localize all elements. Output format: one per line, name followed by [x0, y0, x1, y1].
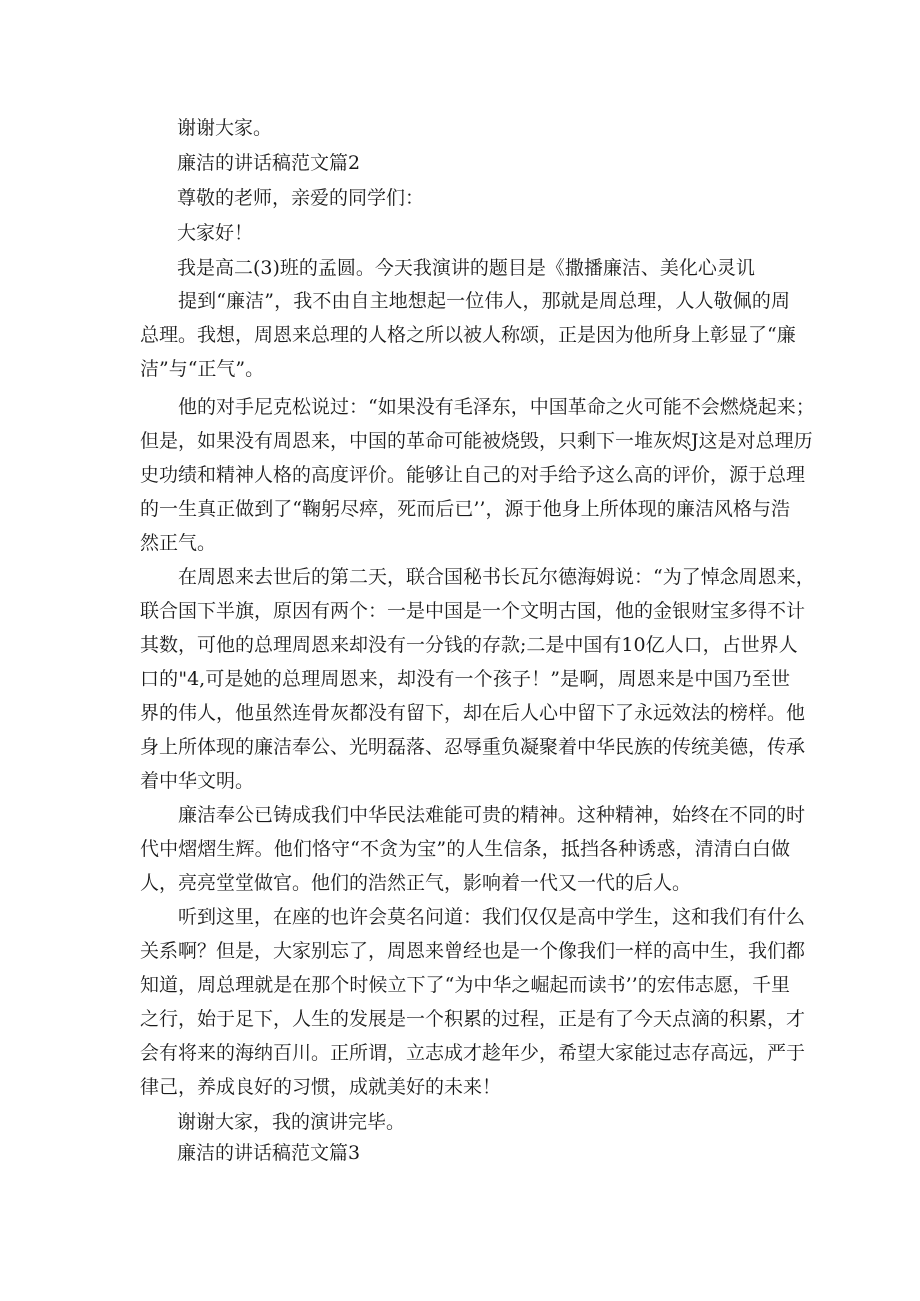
paragraph-line: 身上所体现的廉洁奉公、光明磊落、忍辱重负凝聚着中华民族的传统美德，传承	[140, 736, 806, 758]
paragraph-line: 口的"4,可是她的总理周恩来，却没有一个孩子！”是啊，周恩来是中国乃至世	[140, 668, 790, 690]
paragraph-line: 着中华文明。	[140, 770, 255, 792]
paragraph-line: 他的对手尼克松说过：“如果没有毛泽东，中国革命之火可能不会燃烧起来；	[178, 396, 815, 418]
paragraph-2	[140, 390, 815, 560]
closing-remarks: 谢谢大家，我的演讲完毕。	[177, 1111, 406, 1133]
paragraph-1	[140, 284, 796, 386]
paragraph-line: 但是，如果没有周恩来，中国的革命可能被烧毁，只剩下一堆灰烬J这是对总理历	[140, 430, 813, 452]
paragraph-line: 提到“廉洁”，我不由自主地想起一位伟人，那就是周总理，人人敬佩的周	[178, 290, 790, 312]
paragraph-line: 联合国下半旗，原因有两个：一是中国是一个文明古国，他的金银财宝多得不计	[140, 600, 806, 622]
paragraph-line: 关系啊？但是，大家别忘了，周恩来曾经也是一个像我们一样的高中生，我们都	[140, 940, 806, 962]
paragraph-line: 总理。我想，周恩来总理的人格之所以被人称颂，正是因为他所身上彰显了“廉	[140, 324, 796, 346]
section-heading-2: 廉洁的讲话稿范文篇2	[177, 152, 361, 174]
paragraph-line: 知道，周总理就是在那个时候立下了“为中华之崛起而读书’’的宏伟志愿，千里	[140, 974, 790, 996]
paragraph-line: 界的伟人，他虽然连骨灰都没有留下，却在后人心中留下了永远效法的榜样。他	[140, 702, 806, 724]
paragraph-line: 会有将来的海纳百川。正所谓，立志成才趁年少，希望大家能过志存高远，严于	[140, 1042, 806, 1064]
paragraph-line: 史功绩和精神人格的高度评价。能够让自己的对手给予这么高的评价，源于总理	[140, 464, 806, 486]
paragraph-line: 之行，始于足下，人生的发展是一个积累的过程，正是有了今天点滴的积累，才	[140, 1008, 806, 1030]
paragraph-line: 其数，可他的总理周恩来却没有一分钱的存款;二是中国有10亿人口，占世界人	[140, 634, 798, 656]
paragraph-line: 代中熠熠生辉。他们恪守“不贪为宝”的人生信条，抵挡各种诱惑，清清白白做	[140, 838, 790, 860]
salutation: 尊敬的老师，亲爱的同学们：	[177, 187, 425, 209]
section-heading-3: 廉洁的讲话稿范文篇3	[177, 1142, 361, 1164]
paragraph-line: 洁”与“正气”。	[140, 358, 265, 380]
paragraph-5	[140, 900, 806, 1104]
paragraph-line: 在周恩来去世后的第二天，联合国秘书长瓦尔德海姆说：“为了悼念周恩来，	[178, 566, 815, 588]
greeting: 大家好！	[177, 222, 254, 244]
paragraph-4	[140, 798, 806, 900]
paragraph-line: 然正气。	[140, 532, 217, 554]
paragraph-line: 听到这里，在座的也许会莫名问道：我们仅仅是高中学生，这和我们有什么	[178, 906, 806, 928]
paragraph-line: 的一生真正做到了“鞠躬尽瘁，死而后已’’，源于他身上所体现的廉洁风格与浩	[140, 498, 790, 520]
paragraph-line: 人，亮亮堂堂做官。他们的浩然正气，影响着一代又一代的后人。	[140, 872, 692, 894]
paragraph-3	[140, 560, 815, 798]
paragraph-line: 廉洁奉公已铸成我们中华民法难能可贵的精神。这种精神，始终在不同的时	[178, 804, 806, 826]
closing-thanks: 谢谢大家。	[177, 117, 273, 139]
self-introduction: 我是高二(3)班的孟圆。今天我演讲的题目是《撒播廉洁、美化心灵讥	[177, 257, 755, 279]
paragraph-line: 律己，养成良好的习惯，成就美好的未来！	[140, 1076, 502, 1098]
